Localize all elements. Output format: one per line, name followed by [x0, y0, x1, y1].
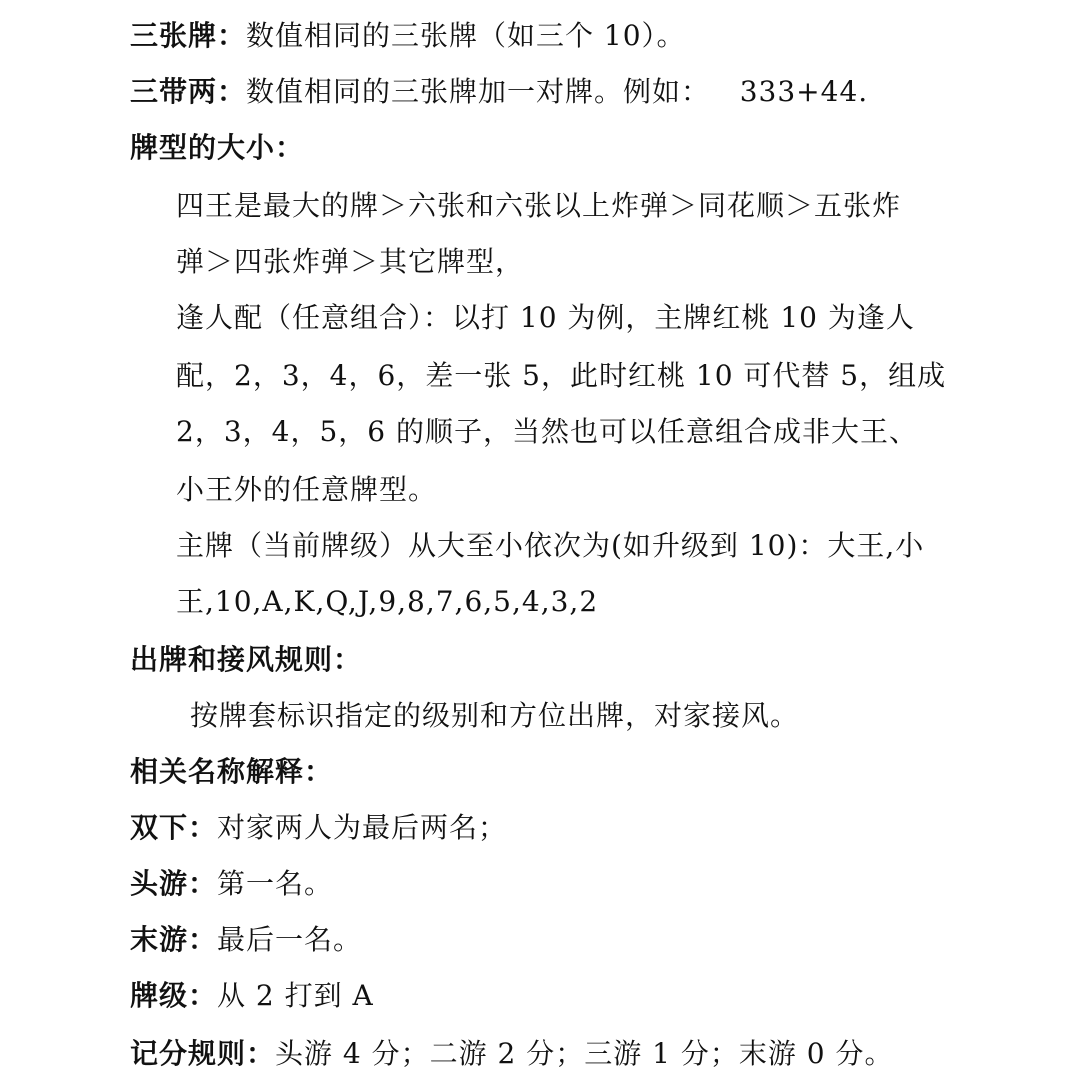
ranking-line: 四王是最大的牌＞六张和六张以上炸弹＞同花顺＞五张炸 [176, 189, 902, 222]
ranking-line: 主牌（当前牌级）从大至小依次为(如升级到 10)：大王,小 [176, 529, 925, 562]
term-item [130, 920, 362, 960]
ranking-line: 2，3，4，5，6 的顺子，当然也可以任意组合成非大王、 [176, 415, 918, 448]
term-item [130, 808, 507, 848]
ranking-line: 配，2，3，4，6，差一张 5，此时红桃 10 可代替 5，组成 [176, 359, 947, 392]
term-text: 从 2 打到 A [217, 979, 374, 1012]
ranking-line: 王,10,A,K,Q,J,9,8,7,6,5,4,3,2 [176, 585, 599, 618]
full-house-text: 数值相同的三张牌加一对牌。例如： 333+44. [246, 75, 869, 108]
ranking-line: 逢人配（任意组合）：以打 10 为例，主牌红桃 10 为逢人 [176, 301, 915, 334]
terms-heading: 相关名称解释： [130, 755, 334, 788]
term-label: 双下： [130, 811, 218, 844]
term-text: 第一名。 [217, 867, 334, 900]
full-house-line [130, 72, 868, 112]
three-cards-label: 三张牌： [130, 19, 247, 52]
full-house-label: 三带两： [130, 75, 247, 108]
three-cards-line [130, 16, 686, 56]
term-text: 头游 4 分；二游 2 分；三游 1 分；末游 0 分。 [275, 1037, 894, 1070]
play-rules-text: 按牌套标识指定的级别和方位出牌，对家接风。 [190, 699, 800, 732]
term-item [130, 864, 333, 904]
term-label: 头游： [130, 867, 218, 900]
three-cards-text: 数值相同的三张牌（如三个 10）。 [246, 19, 686, 52]
term-label: 记分规则： [130, 1037, 276, 1070]
term-label: 牌级： [130, 979, 218, 1012]
term-item [130, 1034, 893, 1074]
ranking-heading: 牌型的大小： [130, 131, 305, 164]
ranking-line: 小王外的任意牌型。 [176, 473, 438, 506]
term-text: 对家两人为最后两名； [217, 811, 508, 844]
ranking-line: 弹＞四张炸弹＞其它牌型， [176, 245, 525, 278]
term-item [130, 976, 374, 1016]
term-text: 最后一名。 [217, 923, 363, 956]
play-rules-heading: 出牌和接风规则： [130, 643, 363, 676]
term-label: 末游： [130, 923, 218, 956]
